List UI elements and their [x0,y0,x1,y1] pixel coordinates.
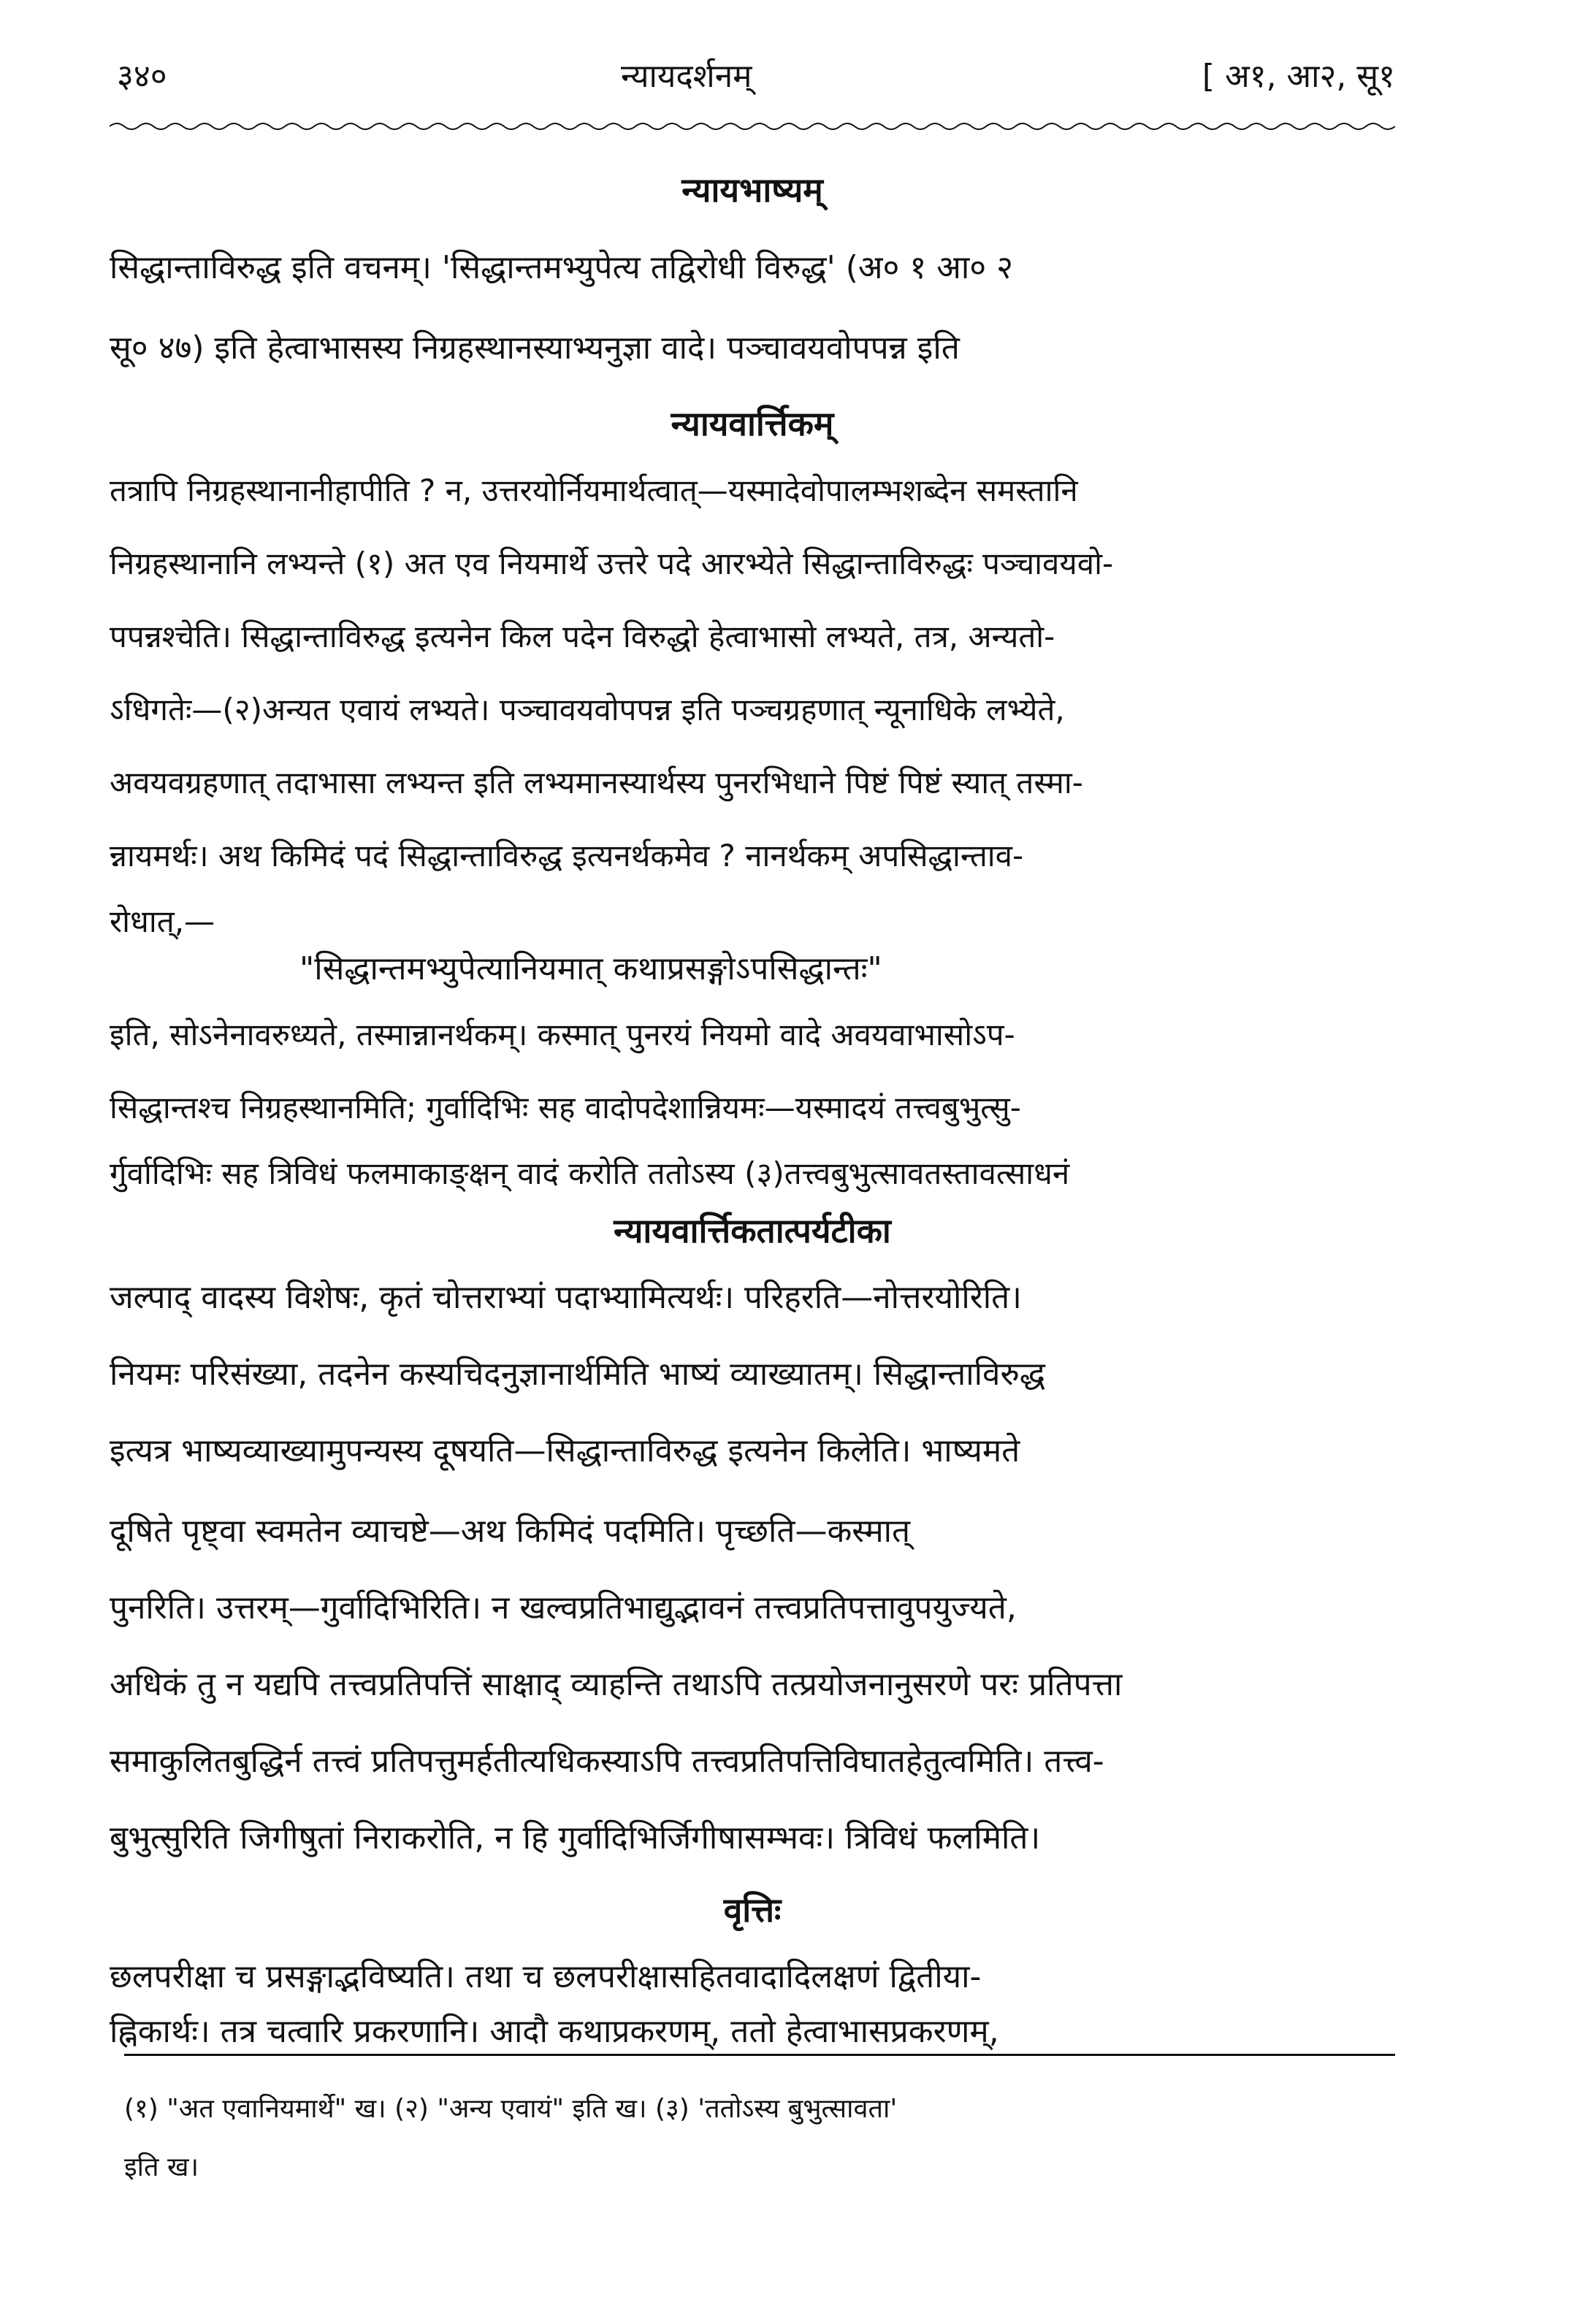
vartika-line: सिद्धान्तश्च निग्रहस्थानमिति; गुर्वादिभिः सह वादोपदेशान्नियमः—यस्मादयं तत्त्वबुभुत्सु- [110,1090,1021,1125]
quoted-sutra: "सिद्धान्तमभ्युपेत्यानियमात् कथाप्रसङ्गोऽपसिद्धान्तः" [299,950,882,987]
footnote-rule [124,2054,1395,2056]
footnote-line: (१) "अत एवानियमार्थे" ख। (२) "अन्य एवायं" इति ख। (३) 'ततोऽस्य बुभुत्सावता' [124,2094,898,2124]
page-header [110,51,1395,117]
tika-line: बुभुत्सुरिति जिगीषुतां निराकरोति, न हि गुर्वादिभिर्जिगीषासम्भवः। त्रिविधं फलमिति। [110,1819,1041,1857]
tika-line: नियमः परिसंख्या, तदनेन कस्यचिदनुज्ञानार्थमिति भाष्यं व्याख्यातम्। सिद्धान्ताविरुद्ध [110,1356,1045,1393]
vritti-line: ह्निकार्थः। तत्र चत्वारि प्रकरणानि। आदौ कथाप्रकरणम्, ततो हेत्वाभासप्रकरणम्, [110,2013,999,2050]
bhashya-line: सू० ४७) इति हेत्वाभासस्य निग्रहस्थानस्याभ्यनुज्ञा वादे। पञ्चावयवोपपन्न इति [110,329,960,367]
vartika-line: न्नायमर्थः। अथ किमिदं पदं सिद्धान्ताविरुद्ध इत्यनर्थकमेव ? नानर्थकम् अपसिद्धान्ताव- [110,838,1024,874]
tika-line: जल्पाद् वादस्य विशेषः, कृतं चोत्तराभ्यां पदाभ्यामित्यर्थः। परिहरति—नोत्तरयोरिति। [110,1279,1022,1316]
section-heading-vartika: न्यायवार्त्तिकम् [671,404,834,443]
vartika-line: ऽधिगतेः—(२)अन्यत एवायं लभ्यते। पञ्चावयवोपपन्न इति पञ्चग्रहणात् न्यूनाधिके लभ्येते, [110,692,1065,727]
running-title: न्यायदर्शनम् [621,58,752,95]
page-number: ३४० [117,58,167,95]
tika-line: दूषिते पृष्ट्वा स्वमतेन व्याचष्टे—अथ किमिदं पदमिति। पृच्छति—कस्मात् [110,1513,911,1550]
vartika-line: निग्रहस्थानानि लभ्यन्ते (१) अत एव नियमार्थे उत्तरे पदे आरभ्येते सिद्धान्ताविरुद्धः पञ्चावयवो- [110,546,1114,581]
vartika-line: इति, सोऽनेनावरुध्यते, तस्मान्नानर्थकम्। कस्मात् पुनरयं नियमो वादे अवयवाभासोऽप- [110,1017,1015,1052]
vartika-line: र्गुर्वादिभिः सह त्रिविधं फलमाकाङ्क्षन् वादं करोति ततोऽस्य (३)तत्त्वबुभुत्सावतस्तावत्साधनं [110,1155,1070,1191]
section-reference: [ अ१, आ२, सू१ [1202,58,1395,95]
vartika-line: तत्रापि निग्रहस्थानानीहापीति ? न, उत्तरयोर्नियमार्थत्वात्—यस्मादेवोपालम्भशब्देन समस्तानि [110,473,1078,508]
tika-line: समाकुलितबुद्धिर्न तत्त्वं प्रतिपत्तुमर्हतीत्यधिकस्याऽपि तत्त्वप्रतिपत्तिविघातहेतुत्वमिति। तत्त्व- [110,1743,1104,1780]
vritti-line: छलपरीक्षा च प्रसङ्गाद्भविष्यति। तथा च छलपरीक्षासहितवादादिलक्षणं द्वितीया- [110,1958,982,1995]
wavy-header-rule [110,121,1395,132]
section-heading-bhashya: न्यायभाष्यम् [681,170,823,210]
section-heading-vritti: वृत्तिः [723,1890,782,1930]
vartika-line: अवयवग्रहणात् तदाभासा लभ्यन्त इति लभ्यमानस्यार्थस्य पुनरभिधाने पिष्टं पिष्टं स्यात् तस्मा- [110,765,1083,800]
tika-line: पुनरिति। उत्तरम्—गुर्वादिभिरिति। न खल्वप्रतिभाद्युद्भावनं तत्त्वप्रतिपत्तावुपयुज्यते, [110,1589,1017,1627]
tika-line: अधिकं तु न यद्यपि तत्त्वप्रतिपत्तिं साक्षाद् व्याहन्ति तथाऽपि तत्प्रयोजनानुसरणे परः प्रतिपत्ता [110,1666,1123,1703]
bhashya-line: सिद्धान्ताविरुद्ध इति वचनम्। 'सिद्धान्तमभ्युपेत्य तद्विरोधी विरुद्ध' (अ० १ आ० २ [110,249,1013,286]
footnote-line: इति ख। [124,2152,199,2182]
section-heading-tika: न्यायवार्त्तिकतात्पर्यटीका [614,1211,891,1250]
tika-line: इत्यत्र भाष्यव्याख्यामुपन्यस्य दूषयति—सिद्धान्ताविरुद्ध इत्यनेन किलेति। भाष्यमते [110,1432,1020,1469]
vartika-line: पपन्नश्चेति। सिद्धान्ताविरुद्ध इत्यनेन किल पदेन विरुद्धो हेत्वाभासो लभ्यते, तत्र, अन्यतो- [110,619,1055,654]
vartika-line: रोधात्,— [110,903,215,939]
